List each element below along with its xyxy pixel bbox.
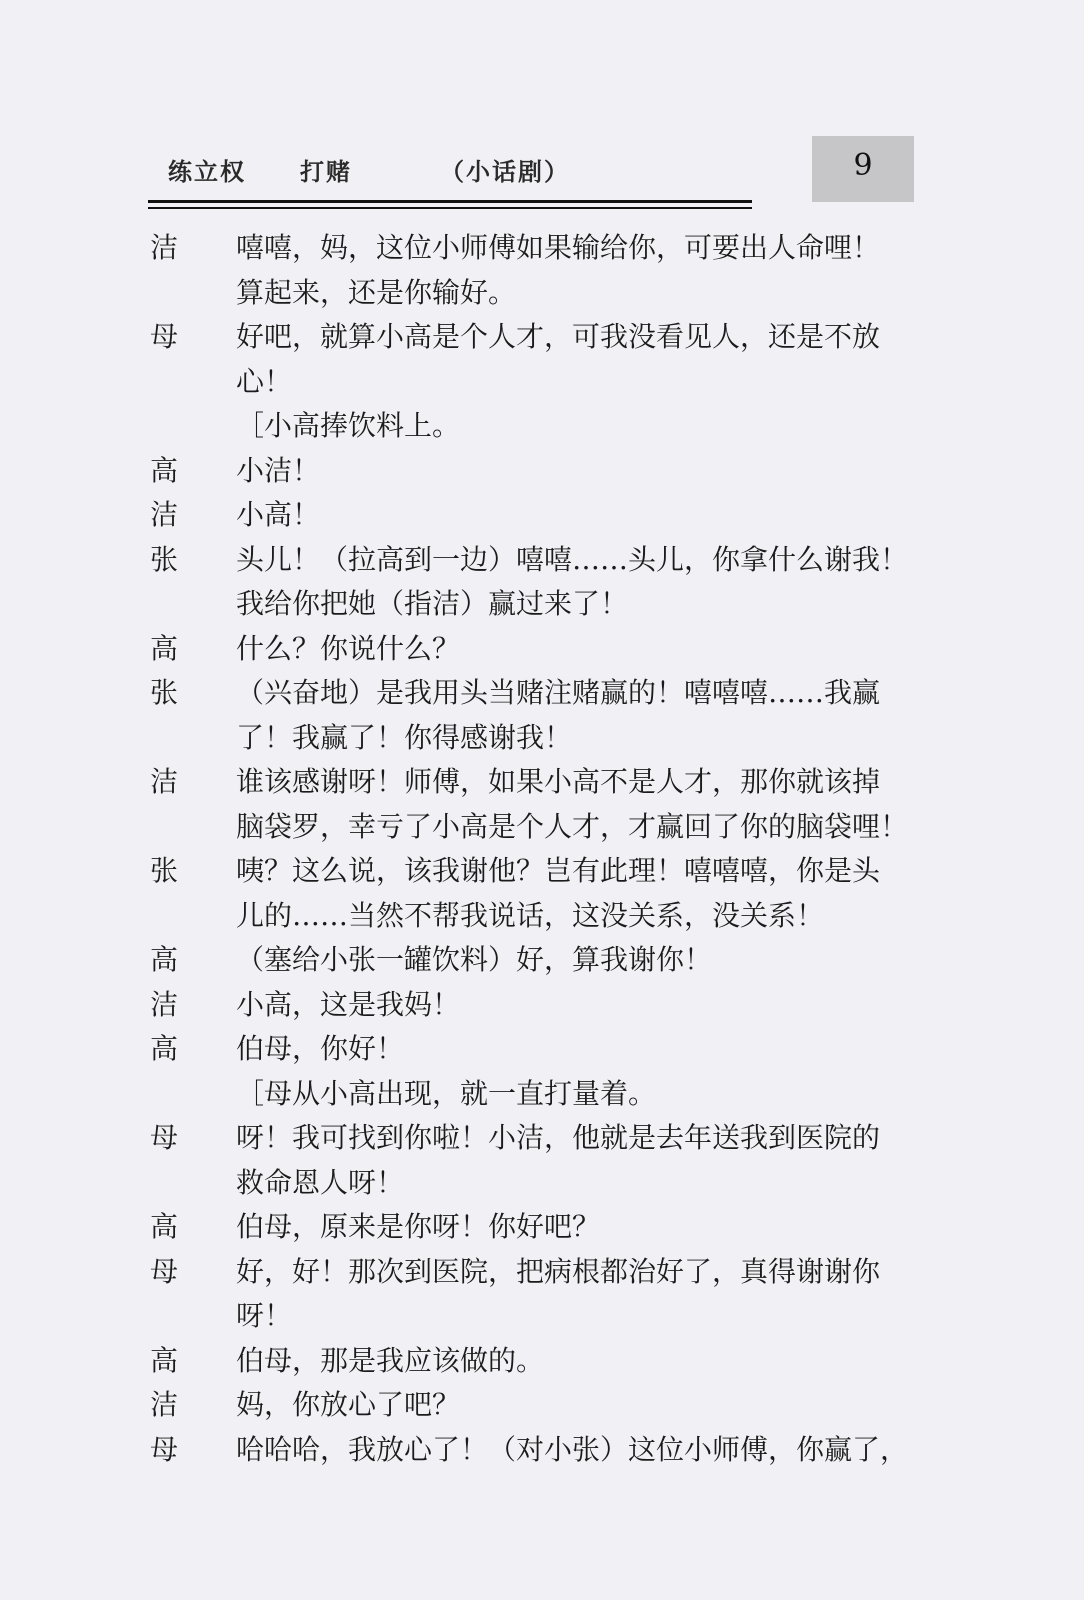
speech-text — [236, 538, 914, 627]
header-work: 打赌 — [300, 158, 352, 186]
dialogue-entry — [148, 983, 914, 1028]
speaker-name: 母 — [150, 1432, 179, 1466]
dialogue-entry — [148, 1027, 914, 1072]
dialogue-entry — [148, 449, 914, 494]
speech-line: 了！我赢了！你得感谢我！ — [236, 720, 573, 754]
speech-line: 谁该感谢呀！师傅，如果小高不是人才，那你就该掉 — [236, 765, 881, 798]
dialogue-entry — [148, 760, 914, 849]
speech-text — [236, 493, 914, 538]
speech-text — [236, 938, 914, 983]
speech-line: 好，好！那次到医院，把病根都治好了，真得谢谢你 — [236, 1254, 881, 1288]
speech-line: 小高！ — [236, 498, 321, 531]
speaker-name: 洁 — [150, 1388, 179, 1421]
speech-line: （塞给小张一罐饮料）好，算我谢你！ — [236, 943, 713, 976]
page-number: 9 — [812, 136, 914, 202]
dialogue-entry — [148, 671, 914, 760]
speaker-name: 高 — [150, 453, 179, 487]
speech-line: 呀！ — [236, 1299, 293, 1332]
speaker-name: 母 — [150, 1121, 179, 1154]
dialogue-entry — [148, 538, 914, 627]
speaker-name: 张 — [150, 542, 179, 576]
speaker-name: 洁 — [150, 498, 179, 531]
speaker-name: 高 — [150, 943, 179, 976]
speech-text — [236, 1072, 914, 1117]
dialogue-entry — [148, 1339, 914, 1384]
speech-line: 伯母，那是我应该做的。 — [236, 1343, 545, 1377]
speech-text — [236, 627, 914, 672]
speech-line: 妈，你放心了吧？ — [236, 1388, 461, 1421]
header-rule-thin — [148, 207, 752, 209]
stage-direction — [148, 404, 914, 449]
speech-line: 伯母，原来是你呀！你好吧？ — [236, 1210, 601, 1243]
dialogue-entry — [148, 1250, 914, 1339]
speaker-name: 母 — [150, 320, 179, 353]
header-title — [168, 152, 570, 187]
dialogue-entry — [148, 849, 914, 938]
dialogue-entry — [148, 315, 914, 404]
speech-line: （兴奋地）是我用头当赌注赌赢的！嘻嘻嘻……我赢 — [236, 676, 881, 709]
speech-text — [236, 226, 914, 315]
speech-line: 头儿！（拉高到一边）嘻嘻……头儿，你拿什么谢我！ — [236, 542, 909, 576]
speech-text — [236, 983, 914, 1028]
speaker-name: 高 — [150, 1343, 179, 1377]
speaker-name: 张 — [150, 854, 179, 887]
speech-text — [236, 671, 914, 760]
speech-text — [236, 1116, 914, 1205]
dialogue-entry — [148, 1428, 914, 1473]
header-author: 练立权 — [168, 158, 246, 186]
dialogue-entry — [148, 1205, 914, 1250]
speech-line: 什么？你说什么？ — [236, 631, 461, 665]
speech-text — [236, 1383, 914, 1428]
speech-line: 伯母，你好！ — [236, 1032, 405, 1065]
speech-line: 救命恩人呀！ — [236, 1165, 405, 1199]
speaker-name: 张 — [150, 676, 179, 709]
speech-line: 我给你把她（指洁）赢过来了！ — [236, 587, 629, 620]
speech-line: 小高，这是我妈！ — [236, 987, 461, 1021]
speaker-name: 洁 — [150, 987, 179, 1021]
speech-line: 儿的……当然不帮我说话，这没关系，没关系！ — [236, 898, 825, 932]
speech-line: ［母从小高出现，就一直打量着。 — [236, 1076, 657, 1110]
speech-text — [236, 1205, 914, 1250]
speaker-name: 洁 — [150, 765, 179, 798]
dialogue-entry — [148, 1383, 914, 1428]
speech-line: 哈哈哈，我放心了！（对小张）这位小师傅，你赢了， — [236, 1432, 909, 1466]
speech-line: 脑袋罗，幸亏了小高是个人才，才赢回了你的脑袋哩！ — [236, 809, 909, 843]
speech-text — [236, 849, 914, 938]
speech-text — [236, 760, 914, 849]
speech-line: 咦？这么说，该我谢他？岂有此理！嘻嘻嘻，你是头 — [236, 854, 881, 887]
speech-line: ［小高捧饮料上。 — [236, 409, 461, 442]
speech-text — [236, 1428, 914, 1473]
speaker-name: 母 — [150, 1254, 179, 1288]
speech-text — [236, 1027, 914, 1072]
speech-text — [236, 315, 914, 404]
speech-line: 算起来，还是你输好。 — [236, 275, 517, 309]
speaker-name: 高 — [150, 631, 179, 665]
speaker-name: 高 — [150, 1032, 179, 1065]
speech-text — [236, 1339, 914, 1384]
speech-line: 好吧，就算小高是个人才，可我没看见人，还是不放 — [236, 320, 881, 353]
speech-line: 心！ — [236, 364, 293, 398]
dialogue-entry — [148, 627, 914, 672]
speaker-name: 洁 — [150, 231, 179, 264]
dialogue-entry — [148, 226, 914, 315]
running-header — [148, 132, 914, 212]
speech-line: 呀！我可找到你啦！小洁，他就是去年送我到医院的 — [236, 1121, 881, 1154]
stage-direction — [148, 1072, 914, 1117]
dialogue-entry — [148, 938, 914, 983]
dialogue-entry — [148, 493, 914, 538]
speech-text — [236, 1250, 914, 1339]
speech-text — [236, 449, 914, 494]
dialogue-entry — [148, 1116, 914, 1205]
speech-line: 嘻嘻，妈，这位小师傅如果输给你，可要出人命哩！ — [236, 231, 881, 264]
speech-line: 小洁！ — [236, 453, 321, 487]
header-genre: （小话剧） — [440, 158, 570, 186]
speech-text — [236, 404, 914, 449]
speaker-name: 高 — [150, 1210, 179, 1243]
dialogue-body — [148, 226, 914, 1472]
header-rule-thick — [148, 200, 752, 203]
